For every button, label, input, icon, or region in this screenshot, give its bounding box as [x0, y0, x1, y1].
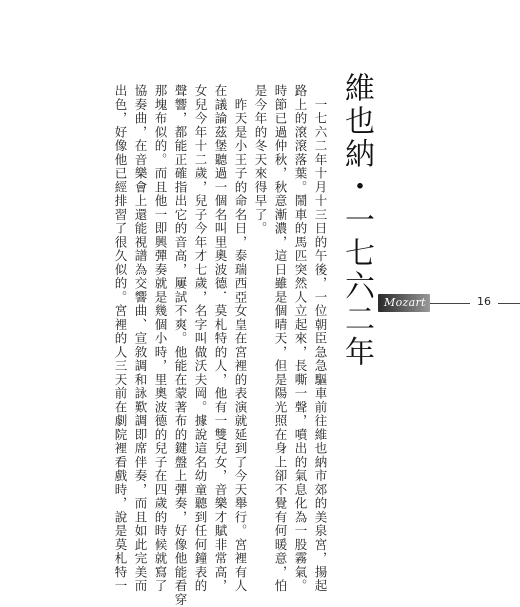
chapter-title: 維也納・一七六二年	[339, 72, 374, 369]
body-line: 是今年的冬天來得早了。	[253, 84, 268, 236]
body-line: 出色，好像他已經排習了很久似的。宮裡的人三天前在劇院裡看戲時，說是莫札特一	[113, 84, 128, 593]
body-line: 一七六二年十月十三日的午後，一位朝臣急急驅車前往維也納市郊的美泉宮，揚起	[313, 84, 328, 593]
header-tag	[378, 294, 430, 312]
body-line: 昨天是小王子的命名日，泰瑞西亞女皇在宮裡的表演就延到了今天舉行。宮裡有人	[233, 84, 248, 593]
header-tag-text: Mozart	[384, 296, 426, 309]
body-line: 那塊布似的。而且他一即興彈奏就是幾個小時，里奧波德的兒子在四歲的時候就寫了	[153, 84, 168, 593]
page-number: 16	[470, 295, 498, 311]
body-line: 聲響，都能正確指出它的音高，屢試不爽。他能在蒙著布的鍵盤上彈奏，好像他能看穿	[173, 84, 188, 607]
page-header	[378, 292, 520, 316]
body-line: 路上的滾滾落葉。鬧車的馬匹突然人立起來，長嘶一聲，噴出的氣息化為一股霧氣。	[293, 84, 308, 593]
body-line: 女兒今年十二歲，兒子今年才七歲，名字叫做沃夫岡。據說這名幼童聽到任何鐘表的	[193, 84, 208, 593]
body-line: 在議論茲堡聽過一個名叫里奧波德．莫札特的人，他有一雙兒女，音樂才賦非常高，	[213, 84, 228, 593]
body-line: 協奏曲，在音樂會上還能視譜為交響曲、宣敘調和詠歎調即席伴奏，而且如此完美而	[133, 84, 148, 593]
body-line: 時節已過仲秋，秋意漸濃，這日雖是個晴天，但是陽光照在身上卻不覺有何暖意，怕	[273, 84, 288, 593]
